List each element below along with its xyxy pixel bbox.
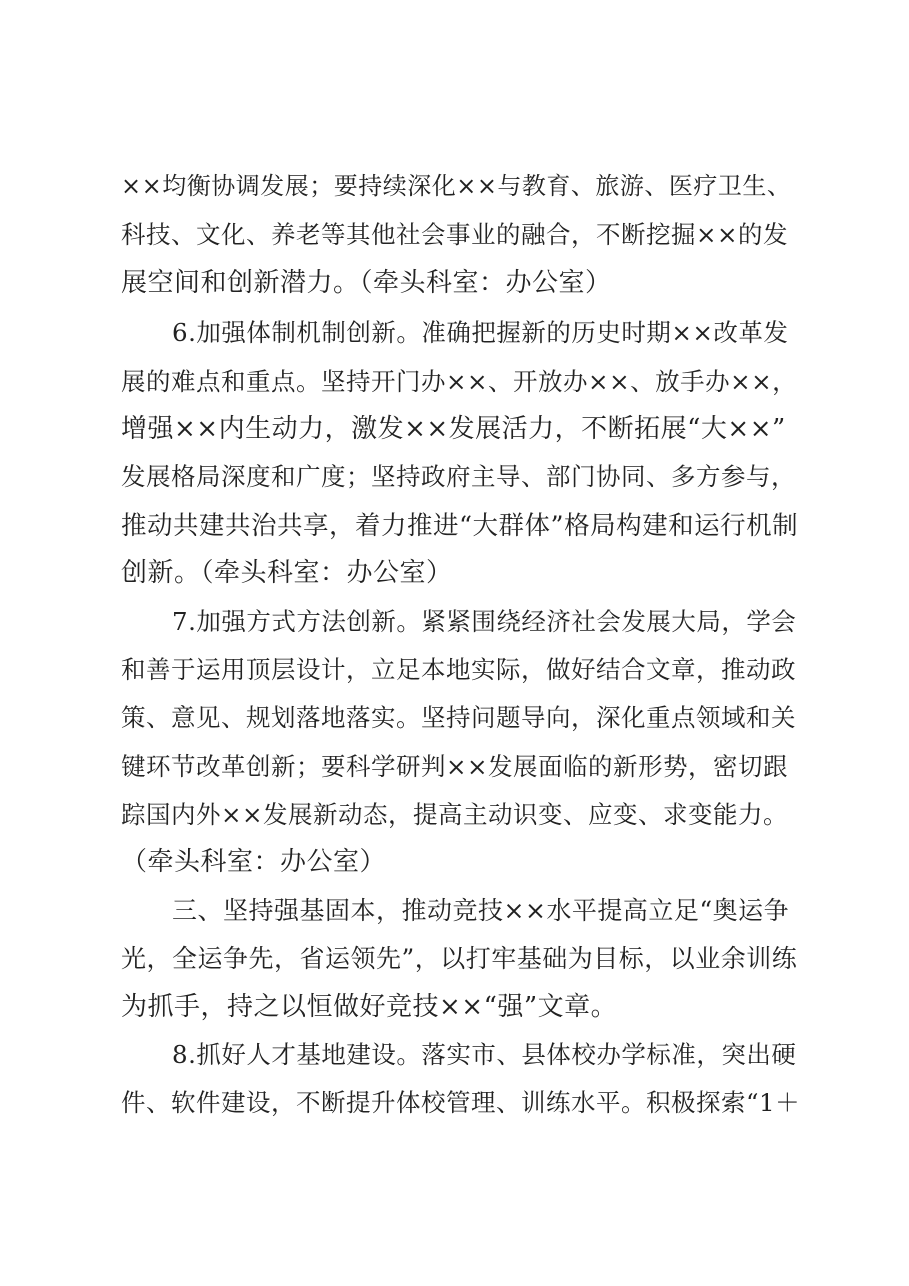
text-line: 8.抓好人才基地建设。落实市、县体校办学标准，突出硬 [172, 1040, 797, 1069]
text-line: 增强××内生动力，激发××发展活力，不断拓展“大××” [121, 414, 786, 444]
text-line: 发展格局深度和广度；坚持政府主导、部门协同、多方参与， [121, 462, 796, 491]
text-line: （牵头科室：办公室） [121, 847, 387, 877]
text-line: 件、软件建设，不断提升体校管理、训练水平。积极探索“1＋ [121, 1088, 801, 1117]
text-line: 7.加强方式方法创新。紧紧围绕经济社会发展大局，学会 [172, 607, 797, 636]
text-line: 键环节改革创新；要科学研判××发展面临的新形势，密切跟 [121, 752, 789, 781]
text-line: 策、意见、规划落地落实。坚持问题导向，深化重点领域和关 [121, 703, 796, 732]
text-line: 踪国内外××发展新动态，提高主动识变、应变、求变能力。 [121, 800, 789, 829]
section-heading-line: 三、坚持强基固本，推动竞技××水平提高立足“奥运争 [172, 896, 790, 925]
text-line: 光，全运争先，省运领先”，以打牢基础为目标，以业余训练 [121, 944, 798, 973]
text-line: 展的难点和重点。坚持开门办××、开放办××、放手办××， [121, 367, 798, 396]
text-line: 展空间和创新潜力。（牵头科室：办公室） [121, 268, 612, 298]
text-line: 为抓手，持之以恒做好竞技××“强”文章。 [121, 992, 618, 1022]
text-line: ××均衡协调发展；要持续深化××与教育、旅游、医疗卫生、 [121, 172, 792, 200]
text-line: 创新。（牵头科室：办公室） [121, 558, 453, 588]
text-line: 6.加强体制机制创新。准确把握新的历史时期××改革发 [172, 318, 789, 347]
text-line: 和善于运用顶层设计，立足本地实际，做好结合文章，推动政 [121, 655, 796, 684]
text-line: 推动共建共治共享，着力推进“大群体”格局构建和运行机制 [121, 511, 799, 541]
text-line: 科技、文化、养老等其他社会事业的融合，不断挖掘××的发 [121, 220, 789, 249]
